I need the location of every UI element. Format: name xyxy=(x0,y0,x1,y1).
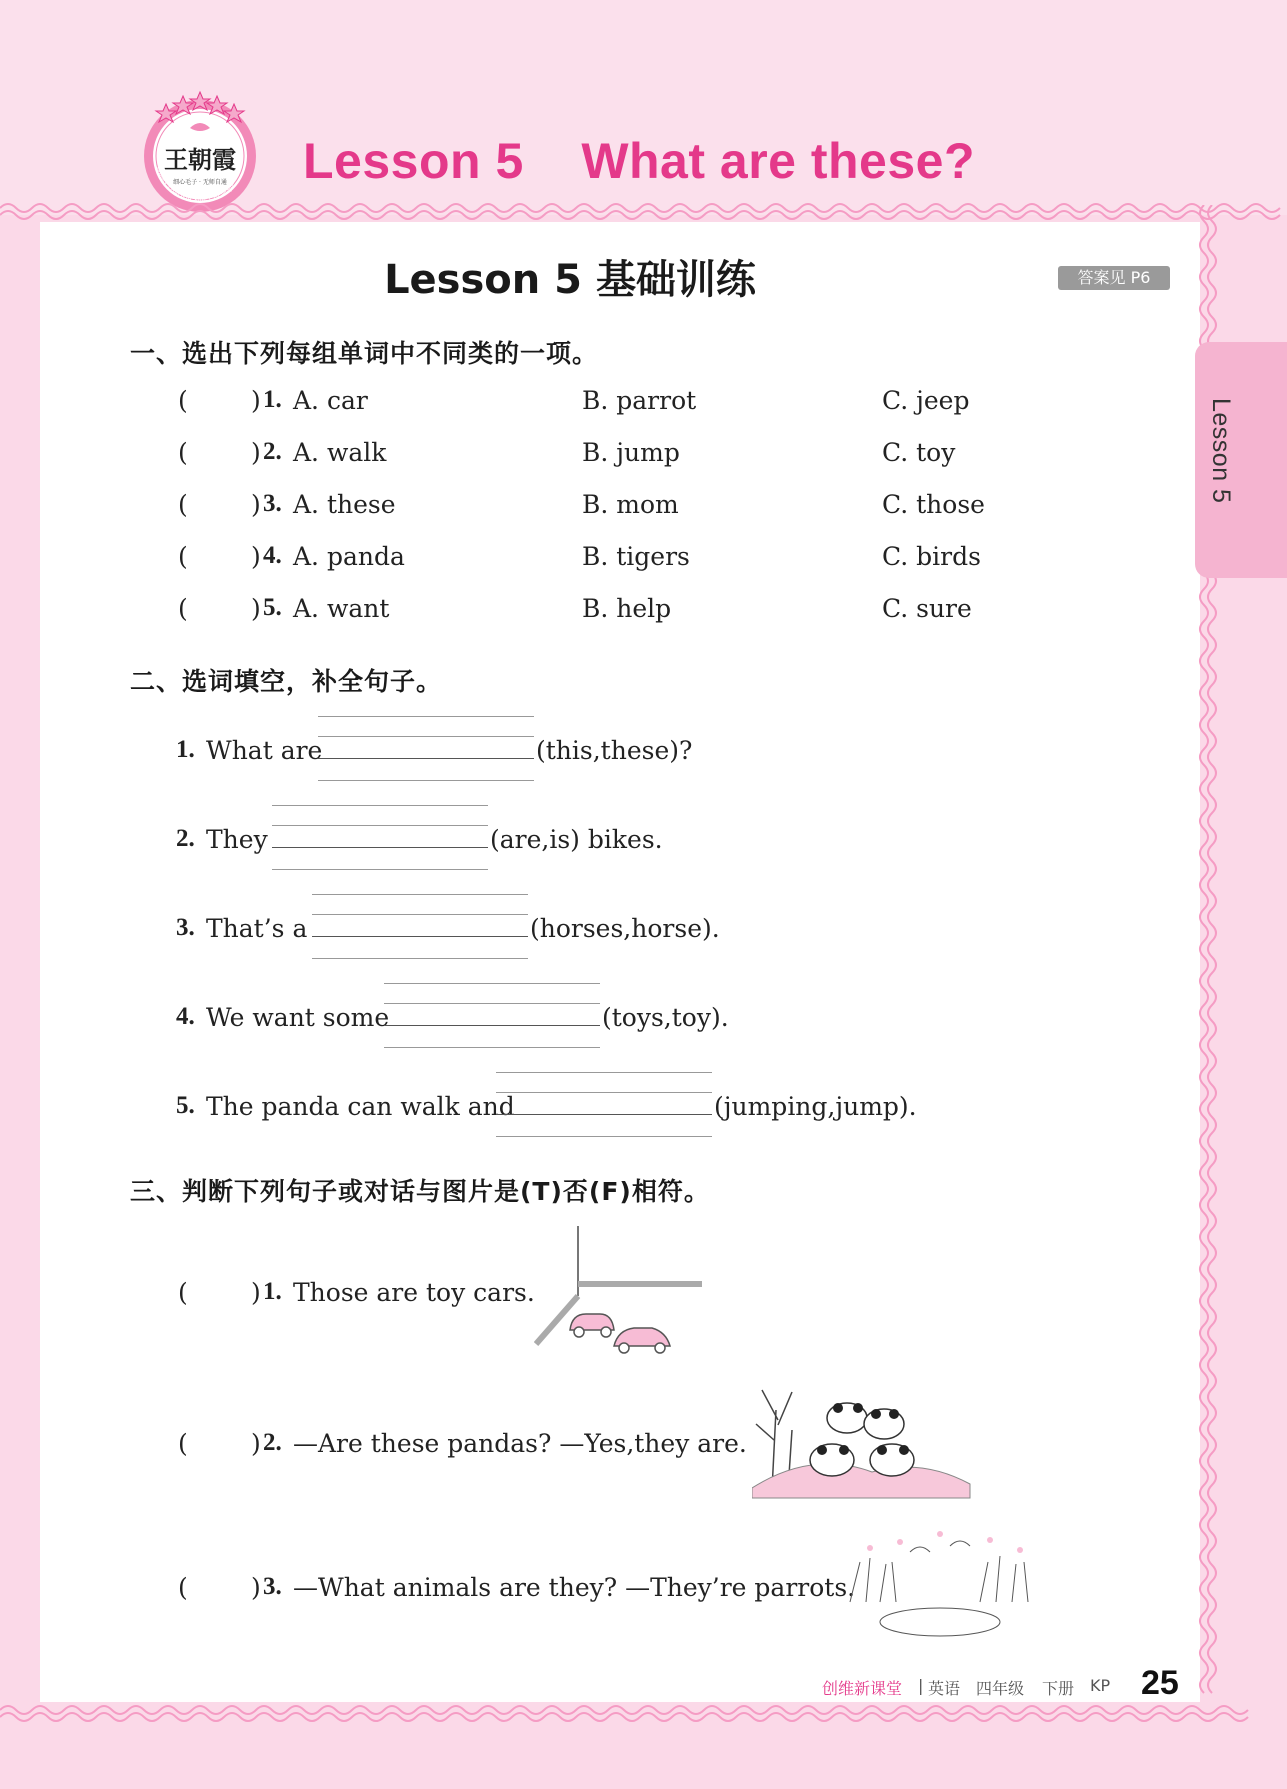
question-number: 1. xyxy=(263,386,282,413)
answer-paren-close: ) xyxy=(251,490,261,519)
part2-heading: 二、选词填空，补全句子。 xyxy=(130,667,443,696)
toy-cars-picture xyxy=(534,1226,704,1358)
answer-blank[interactable] xyxy=(196,386,250,414)
guide-line-top xyxy=(312,894,528,895)
answer-paren-close: ) xyxy=(251,1573,261,1602)
writing-line[interactable] xyxy=(496,1114,712,1115)
guide-line-top xyxy=(272,805,488,806)
sentence-start: What are xyxy=(206,736,323,765)
part1-heading: 一、选出下列每组单词中不同类的一项。 xyxy=(130,339,599,368)
word-choices: (are,is) bikes. xyxy=(490,825,663,854)
logo-text: 王朝霞 xyxy=(164,145,236,174)
statement-text: —Are these pandas? —Yes,they are. xyxy=(293,1429,747,1458)
option-b: B. jump xyxy=(582,438,680,467)
footer-separator: | xyxy=(918,1676,924,1695)
question-number: 4. xyxy=(176,1003,195,1030)
answer-paren-close: ) xyxy=(251,1429,261,1458)
guide-line-bottom xyxy=(496,1136,712,1137)
sentence-start: They xyxy=(206,825,268,854)
answer-paren-open: ( xyxy=(178,1429,188,1458)
answer-paren-open: ( xyxy=(178,490,188,519)
wave-border-bottom xyxy=(0,1700,1287,1730)
answer-blank[interactable] xyxy=(196,438,250,466)
option-c: C. jeep xyxy=(882,386,970,415)
question-number: 2. xyxy=(263,438,282,465)
guide-line-bottom xyxy=(384,1047,600,1048)
answer-paren-close: ) xyxy=(251,542,261,571)
statement-text: Those are toy cars. xyxy=(293,1278,535,1307)
parrots-picture xyxy=(840,1522,1050,1644)
option-b: B. mom xyxy=(582,490,679,519)
guide-line-mid xyxy=(384,1003,600,1004)
statement-text: —What animals are they? —They’re parrots. xyxy=(293,1573,856,1602)
answer-paren-open: ( xyxy=(178,1573,188,1602)
option-b: B. help xyxy=(582,594,672,623)
writing-line[interactable] xyxy=(384,1025,600,1026)
answer-paren-close: ) xyxy=(251,438,261,467)
option-c: C. those xyxy=(882,490,985,519)
section-title: Lesson 5 基础训练 xyxy=(384,257,756,303)
guide-line-top xyxy=(496,1072,712,1073)
writing-line[interactable] xyxy=(312,936,528,937)
pandas-picture xyxy=(752,1380,972,1500)
sentence-start: That’s a xyxy=(206,914,308,943)
option-c: C. birds xyxy=(882,542,981,571)
word-choices: (toys,toy). xyxy=(602,1003,729,1032)
answer-blank[interactable] xyxy=(196,542,250,570)
guide-line-top xyxy=(318,716,534,717)
question-number: 5. xyxy=(263,594,282,621)
question-number: 3. xyxy=(263,490,282,517)
option-a: A. panda xyxy=(293,542,405,571)
answer-blank[interactable] xyxy=(196,1429,250,1457)
writing-line[interactable] xyxy=(318,758,534,759)
answer-paren-close: ) xyxy=(251,386,261,415)
footer-term: 下册 xyxy=(1042,1679,1075,1698)
option-c: C. sure xyxy=(882,594,972,623)
word-choices: (horses,horse). xyxy=(530,914,720,943)
sentence-start: The panda can walk and xyxy=(206,1092,515,1121)
guide-line-bottom xyxy=(272,869,488,870)
sentence-start: We want some xyxy=(206,1003,390,1032)
answer-blank[interactable] xyxy=(196,490,250,518)
question-number: 5. xyxy=(176,1092,195,1119)
footer-edition: KP xyxy=(1090,1676,1111,1695)
logo-seal xyxy=(138,90,262,214)
lesson-title: Lesson 5 What are these? xyxy=(303,133,976,189)
option-b: B. parrot xyxy=(582,386,697,415)
side-tab-label: Lesson 5 xyxy=(1207,398,1235,504)
guide-line-top xyxy=(384,983,600,984)
guide-line-mid xyxy=(272,825,488,826)
guide-line-bottom xyxy=(318,780,534,781)
option-b: B. tigers xyxy=(582,542,690,571)
logo-subtitle: WANG ZHAOXIA XIJIE CHENGJIE xyxy=(153,165,238,205)
answer-badge: 答案见 P6 xyxy=(1058,266,1170,290)
writing-line[interactable] xyxy=(272,847,488,848)
footer-brand: 创维新课堂 xyxy=(822,1679,903,1698)
answer-paren-close: ) xyxy=(251,594,261,623)
answer-paren-close: ) xyxy=(251,1278,261,1307)
answer-paren-open: ( xyxy=(178,594,188,623)
question-number: 4. xyxy=(263,542,282,569)
footer-grade: 四年级 xyxy=(976,1679,1025,1698)
part3-heading: 三、判断下列句子或对话与图片是(T)否(F)相符。 xyxy=(130,1177,710,1206)
option-a: A. walk xyxy=(293,438,387,467)
question-number: 3. xyxy=(263,1573,282,1600)
page-number: 25 xyxy=(1141,1664,1179,1702)
guide-line-mid xyxy=(312,914,528,915)
question-number: 2. xyxy=(176,825,195,852)
answer-blank[interactable] xyxy=(196,594,250,622)
option-a: A. want xyxy=(293,594,390,623)
word-choices: (jumping,jump). xyxy=(714,1092,917,1121)
question-number: 2. xyxy=(263,1429,282,1456)
svg-text:细心毛子 · 无师自通: 细心毛子 · 无师自通 xyxy=(173,179,227,186)
answer-paren-open: ( xyxy=(178,438,188,467)
guide-line-mid xyxy=(318,736,534,737)
option-c: C. toy xyxy=(882,438,956,467)
option-a: A. car xyxy=(293,386,368,415)
guide-line-bottom xyxy=(312,958,528,959)
answer-blank[interactable] xyxy=(196,1278,250,1306)
word-choices: (this,these)? xyxy=(536,736,693,765)
answer-blank[interactable] xyxy=(196,1573,250,1601)
answer-paren-open: ( xyxy=(178,542,188,571)
guide-line-mid xyxy=(496,1092,712,1093)
question-number: 1. xyxy=(263,1278,282,1305)
option-a: A. these xyxy=(293,490,396,519)
question-number: 1. xyxy=(176,736,195,763)
question-number: 3. xyxy=(176,914,195,941)
footer-subject: 英语 xyxy=(928,1679,961,1698)
answer-paren-open: ( xyxy=(178,386,188,415)
answer-paren-open: ( xyxy=(178,1278,188,1307)
